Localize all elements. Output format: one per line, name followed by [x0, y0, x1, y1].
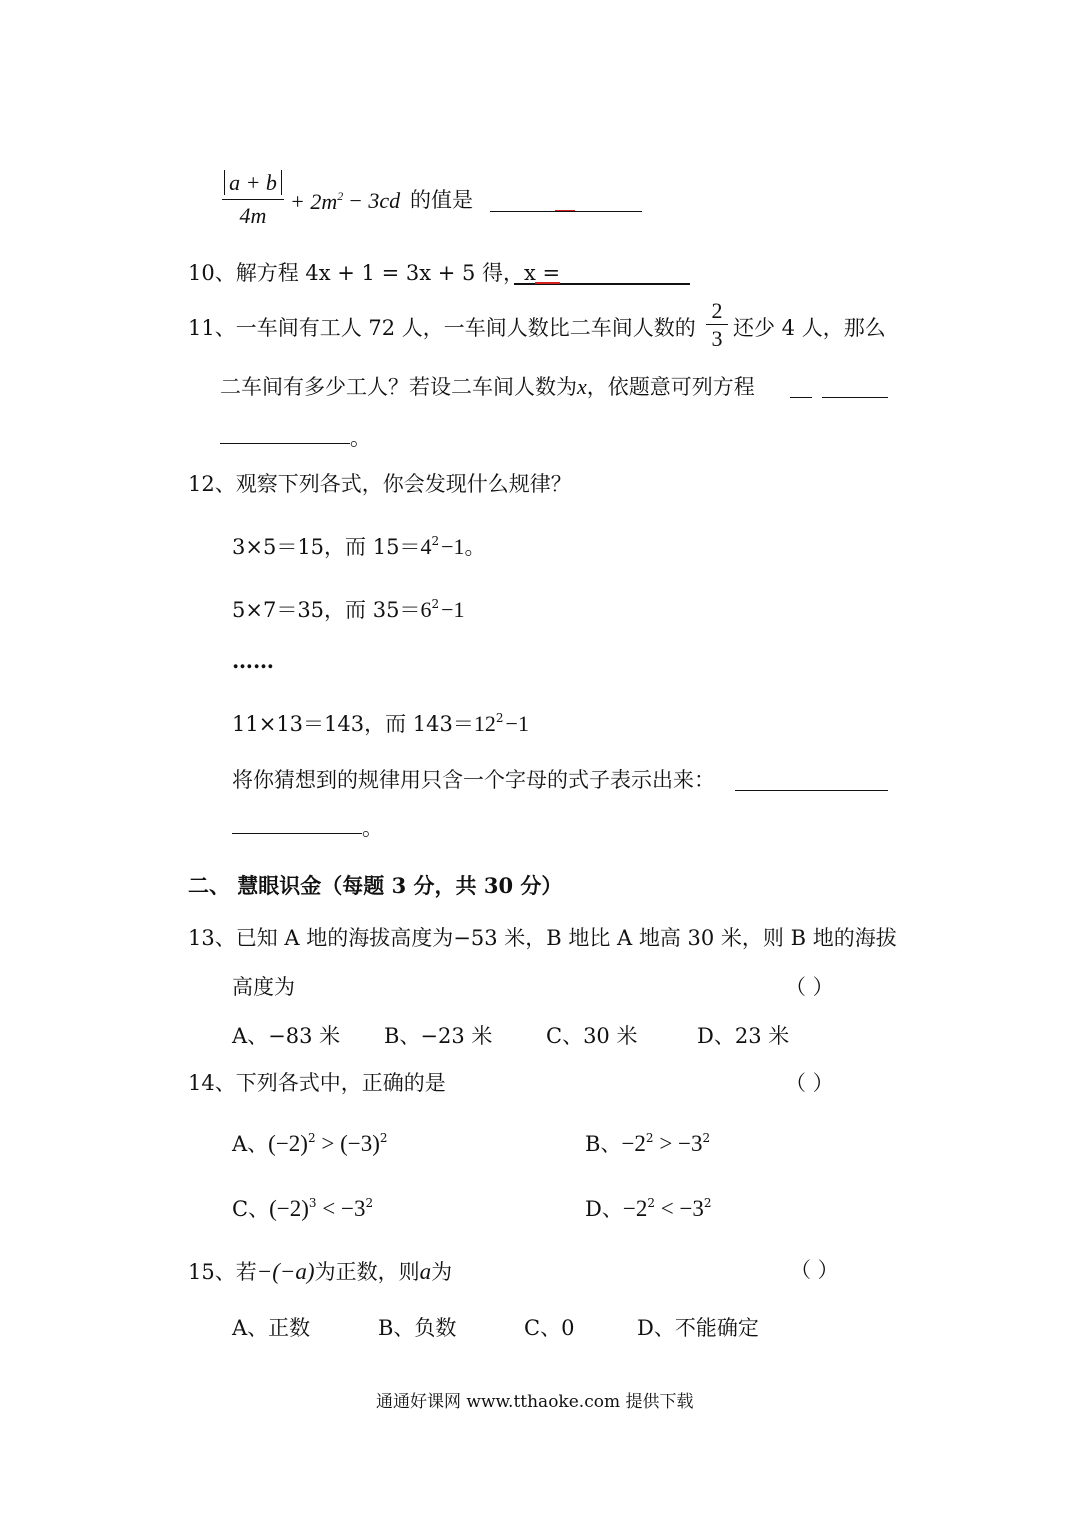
q11-answer-blank-1[interactable] — [790, 378, 812, 402]
q9-expression-b: − 3cd — [348, 188, 401, 213]
q15-stem: 15、若−(−a)为正数，则a为 — [188, 1259, 453, 1284]
q15-option-c: C、0 — [524, 1316, 575, 1340]
q15-expression: −(−a) — [256, 1259, 315, 1284]
q11-line1-a: 11、一车间有工人 72 人，一车间人数比二车间人数的 — [188, 316, 696, 340]
q10-answer-blank[interactable] — [514, 264, 690, 289]
q11-fraction: 2 3 — [706, 298, 728, 353]
q9-denominator: 4m — [239, 203, 267, 228]
q9-red-mark — [555, 210, 575, 211]
q9-text: 的值是 — [410, 188, 473, 212]
q12-title: 12、观察下列各式，你会发现什么规律？ — [188, 472, 572, 496]
q12-answer-blank-2[interactable] — [232, 814, 362, 838]
q15-answer-paren[interactable]: （ ） — [790, 1258, 839, 1282]
q12-prompt: 将你猜想到的规律用只含一个字母的式子表示出来： — [232, 768, 715, 792]
q12-answer-blank-1[interactable] — [735, 771, 888, 795]
q14-option-a: A、$(-2)^2 > (-3)^2$ — [232, 1131, 388, 1156]
q13-option-c: C、30 米 — [546, 1024, 638, 1048]
section-2-title: 二、 慧眼识金（每题 3 分，共 30 分） — [188, 873, 563, 898]
q11-line1-b: 还少 4 人，那么 — [733, 316, 886, 340]
q12-end: 。 — [362, 816, 383, 840]
q10-text: 10、解方程 4x + 1 = 3x + 5 得，x = — [188, 261, 561, 285]
q11-answer-blank-3[interactable] — [220, 424, 350, 448]
q13-option-b: B、−23 米 — [384, 1024, 493, 1048]
q15-variable: a — [419, 1259, 432, 1284]
q10-red-mark — [535, 282, 560, 284]
q15-option-d: D、不能确定 — [637, 1316, 759, 1340]
q15-option-b: B、负数 — [378, 1316, 457, 1340]
q13-answer-paren[interactable]: （ ） — [785, 975, 834, 999]
q14-title: 14、下列各式中，正确的是 — [188, 1071, 446, 1095]
q11-end: 。 — [350, 426, 371, 450]
q14-option-c: C、$(-2)^3 < -3^2$ — [232, 1196, 374, 1221]
q11-answer-blank-2[interactable] — [822, 378, 888, 402]
q12-line-1: 3×5＝15，而 $15=4^2-1$。 — [232, 534, 486, 559]
q14-option-b: B、$-2^2 > -3^2$ — [585, 1131, 711, 1156]
q11-line2: 二车间有多少工人？若设二车间人数为x，依题意可列方程 — [220, 374, 755, 399]
q13-line-2: 高度为 — [232, 975, 295, 999]
q13-line-1: 13、已知 A 地的海拔高度为−53 米，B 地比 A 地高 30 米，则 B 地的海拔 — [188, 926, 897, 950]
page-footer: 通通好课网 www.tthaoke.com 提供下载 — [376, 1392, 694, 1412]
q12-ellipsis: …… — [232, 648, 274, 673]
q12-line-3: 11×13＝143，而 $143=12^2-1$ — [232, 711, 529, 736]
q9-fraction — [222, 168, 284, 232]
q13-option-a: A、−83 米 — [232, 1024, 341, 1048]
q13-option-d: D、23 米 — [697, 1024, 790, 1048]
q9-expression-a: + $2m^2$ — [290, 189, 344, 214]
q11-variable: x — [577, 374, 587, 399]
q14-answer-paren[interactable]: （ ） — [785, 1071, 834, 1095]
q9-answer-blank[interactable] — [490, 192, 642, 216]
q14-option-d: D、$-2^2 < -3^2$ — [585, 1196, 712, 1221]
q9-abs-value: a + b — [224, 170, 282, 195]
q12-line-2: 5×7＝35，而 $35=6^2-1$ — [232, 597, 465, 622]
q15-option-a: A、正数 — [232, 1316, 311, 1340]
